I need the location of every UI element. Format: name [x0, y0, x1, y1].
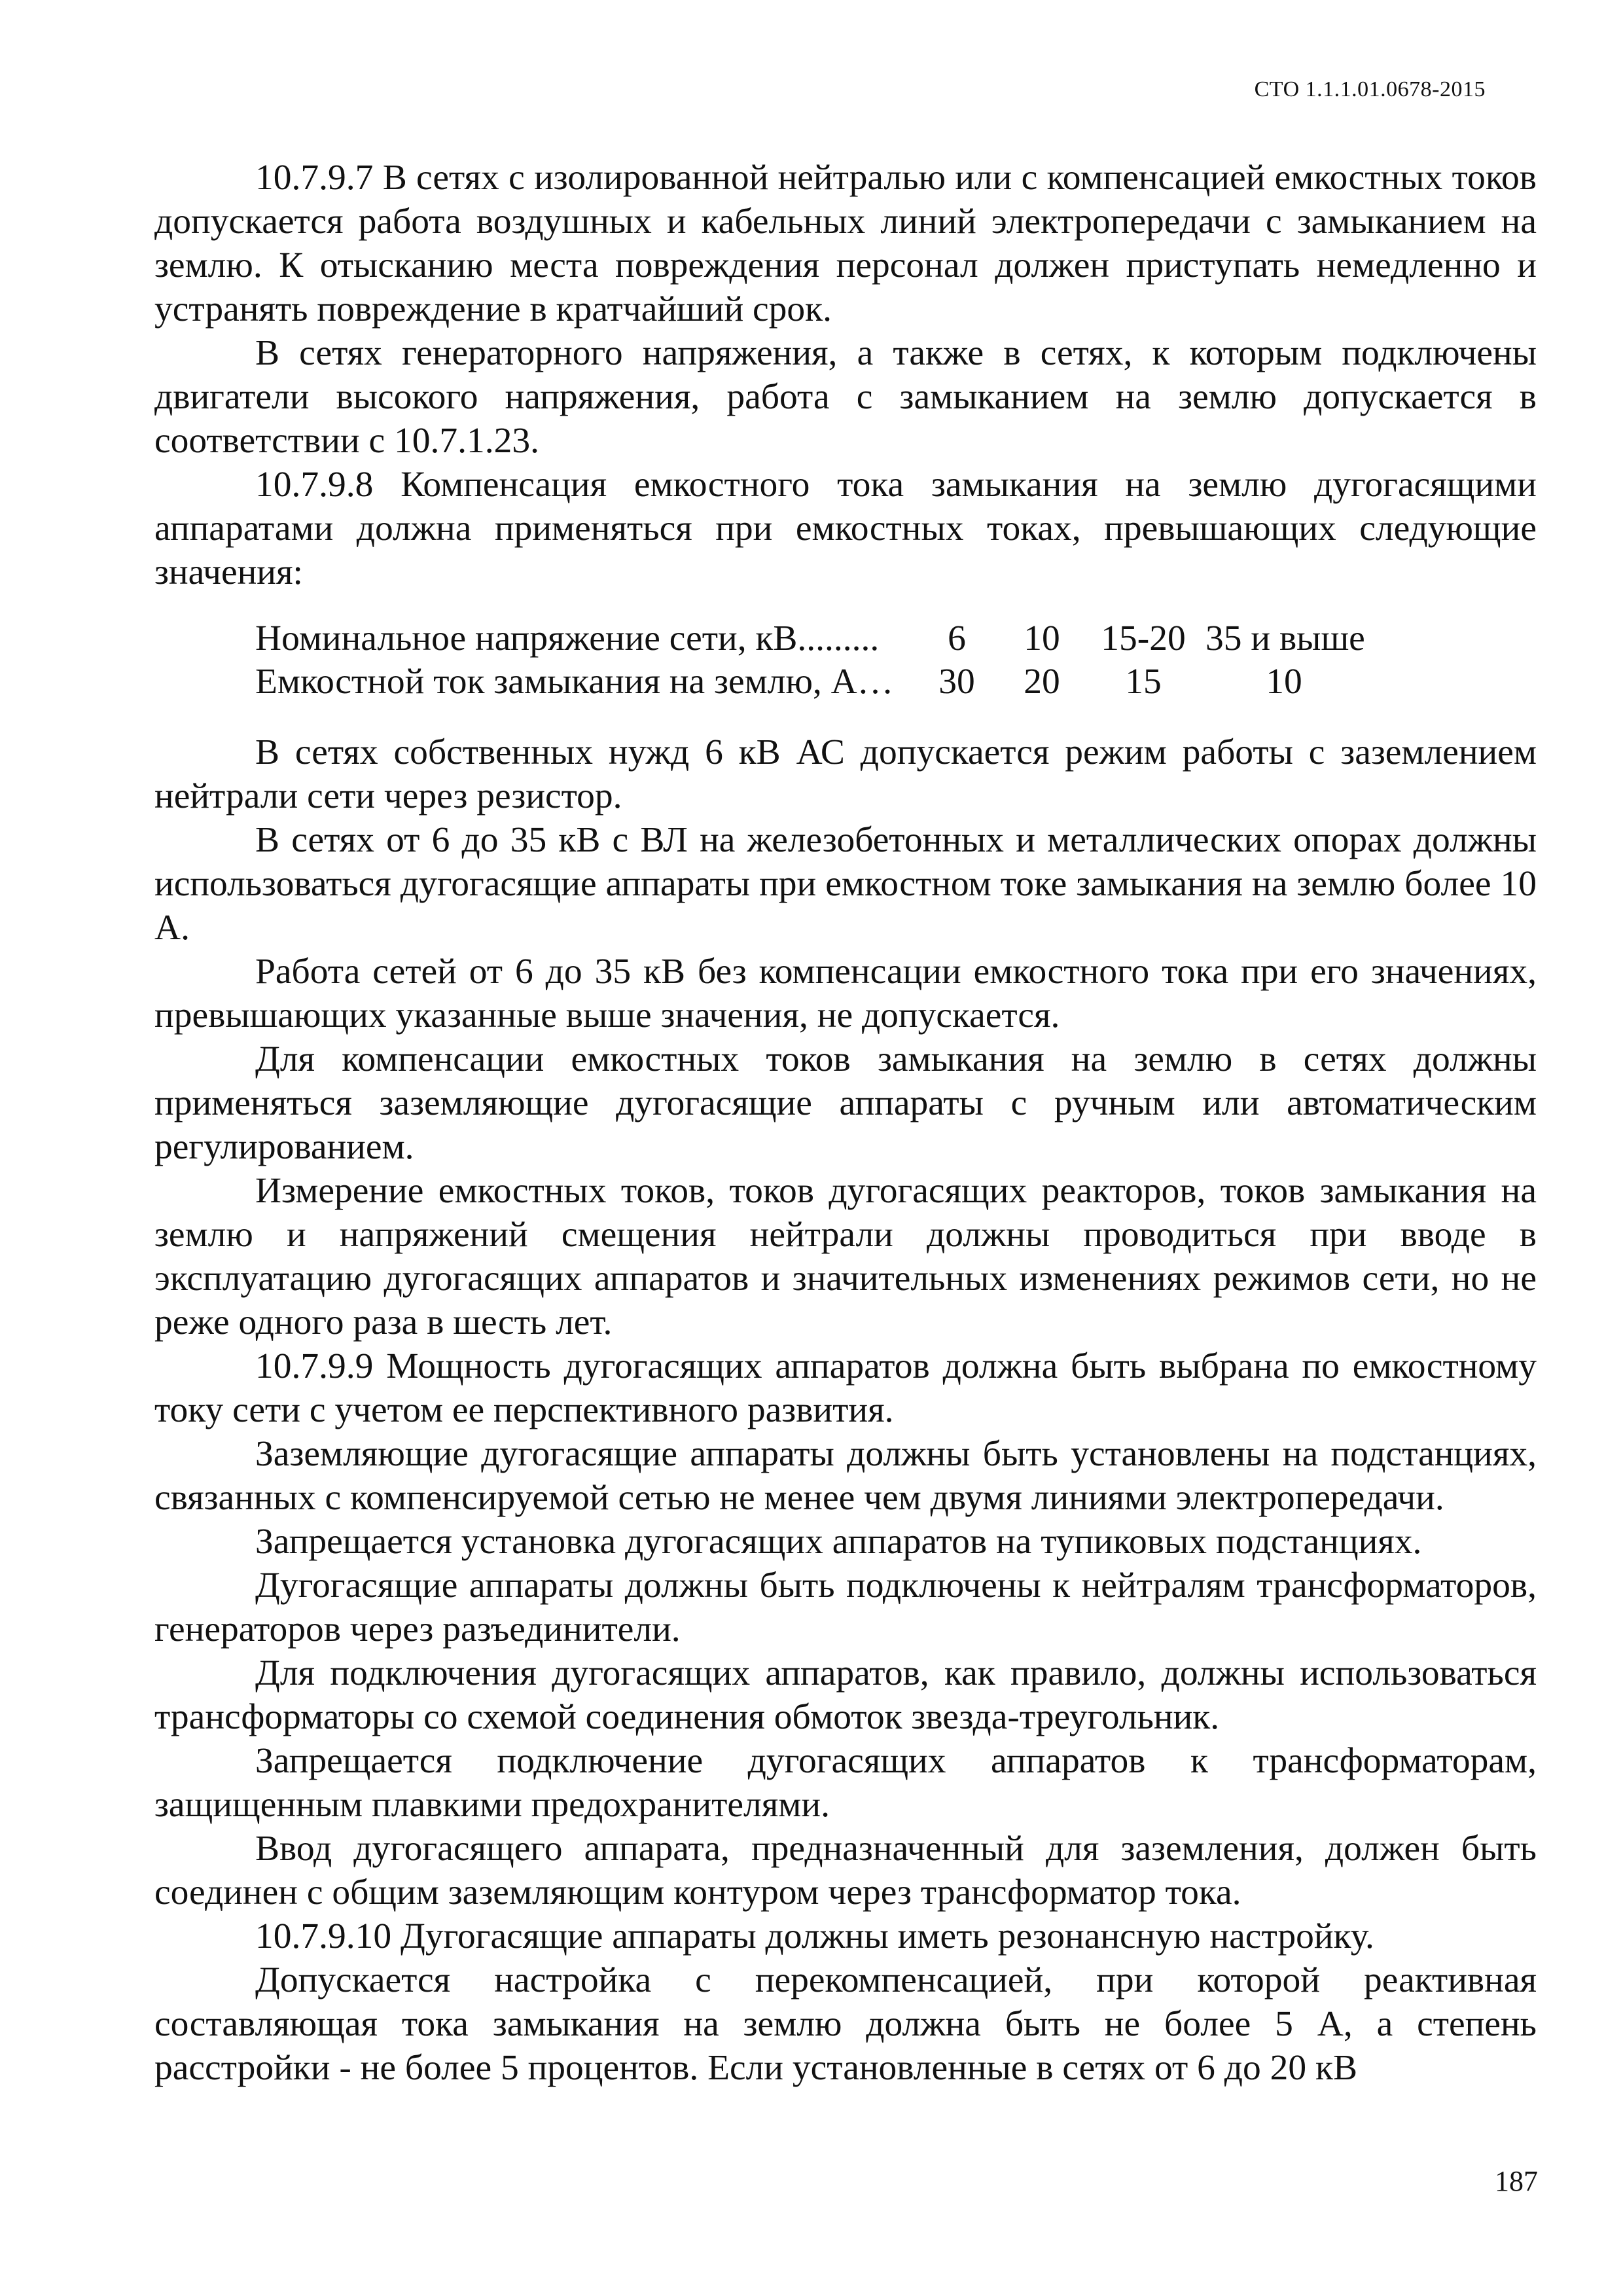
table-cell: 30	[938, 662, 975, 702]
paragraph: Запрещается подключение дугогасящих аппаратов к трансформаторам, защищенным плавкими предохранителями.	[154, 1741, 1537, 1825]
paragraph: Измерение емкостных токов, токов дугогасящих реакторов, токов замыкания на землю и напряжений смещения нейтрали должны проводиться при вводе в эксплуатацию дугогасящих аппаратов и значительных изменениях режимов сети, но не реже одного раза в шесть лет.	[154, 1171, 1537, 1342]
table-cell: 10	[1024, 619, 1060, 658]
paragraph: 10.7.9.10 Дугогасящие аппараты должны иметь резонансную настройку.	[255, 1916, 1374, 1956]
paragraph: Работа сетей от 6 до 35 кВ без компенсации емкостного тока при его значениях, превышающих указанные выше значения, не допускается.	[154, 952, 1537, 1035]
paragraph: Дугогасящие аппараты должны быть подключены к нейтралям трансформаторов, генераторов через разъединители.	[154, 1566, 1537, 1649]
table-row	[154, 617, 1537, 660]
table-cell: 15	[1125, 662, 1162, 702]
table-cell: 15-20	[1101, 619, 1186, 658]
paragraph: 10.7.9.9 Мощность дугогасящих аппаратов должна быть выбрана по емкостному току сети с учетом ее перспективного развития.	[154, 1346, 1537, 1430]
page-body	[154, 156, 1537, 2090]
paragraph: Допускается настройка с перекомпенсацией, при которой реактивная составляющая тока замыкания на землю должна быть не более 5 А, а степень расстройки - не более 5 процентов. Если установленные в сетях от 6 до 20 кВ	[154, 1960, 1537, 2088]
row-label: Номинальное напряжение сети, кВ.........	[255, 619, 880, 658]
document-code-header: СТО 1.1.1.01.0678-2015	[1254, 77, 1486, 101]
row-label: Емкостной ток замыкания на землю, А…	[255, 662, 894, 702]
paragraph: В сетях генераторного напряжения, а также в сетях, к которым подключены двигатели высокого напряжения, работа с замыканием на землю допускается в соответствии с 10.7.1.23.	[154, 333, 1537, 461]
table-cell: 35 и выше	[1205, 619, 1365, 658]
paragraph: Запрещается установка дугогасящих аппаратов на тупиковых подстанциях.	[255, 1522, 1422, 1562]
paragraph: В сетях от 6 до 35 кВ с ВЛ на железобетонных и металлических опорах должны использоваться дугогасящие аппараты при емкостном токе замыкания на землю более 10 А.	[154, 820, 1537, 948]
table-cell: 6	[948, 619, 966, 658]
paragraph: Заземляющие дугогасящие аппараты должны быть установлены на подстанциях, связанных с компенсируемой сетью не менее чем двумя линиями электропередачи.	[154, 1434, 1537, 1518]
table-cell: 20	[1024, 662, 1060, 702]
paragraph: Для компенсации емкостных токов замыкания на землю в сетях должны применяться заземляющие дугогасящие аппараты с ручным или автоматическим регулированием.	[154, 1039, 1537, 1167]
paragraph: 10.7.9.7 В сетях с изолированной нейтралью или с компенсацией емкостных токов допускается работа воздушных и кабельных линий электропередачи с замыканием на землю. К отысканию места повреждения персонал должен приступать немедленно и устранять повреждение в кратчайший срок.	[154, 158, 1537, 329]
values-table	[154, 617, 1537, 703]
paragraph: 10.7.9.8 Компенсация емкостного тока замыкания на землю дугогасящими аппаратами должна применяться при емкостных токах, превышающих следующие значения:	[154, 465, 1537, 592]
paragraph: В сетях собственных нужд 6 кВ АС допускается режим работы с заземлением нейтрали сети через резистор.	[154, 732, 1537, 816]
paragraph: Ввод дугогасящего аппарата, предназначенный для заземления, должен быть соединен с общим заземляющим контуром через трансформатор тока.	[154, 1829, 1537, 1912]
paragraph: Для подключения дугогасящих аппаратов, как правило, должны использоваться трансформаторы со схемой соединения обмоток звезда-треугольник.	[154, 1653, 1537, 1737]
table-row	[154, 660, 1537, 703]
page-number: 187	[1495, 2165, 1538, 2197]
table-cell: 10	[1266, 662, 1302, 702]
